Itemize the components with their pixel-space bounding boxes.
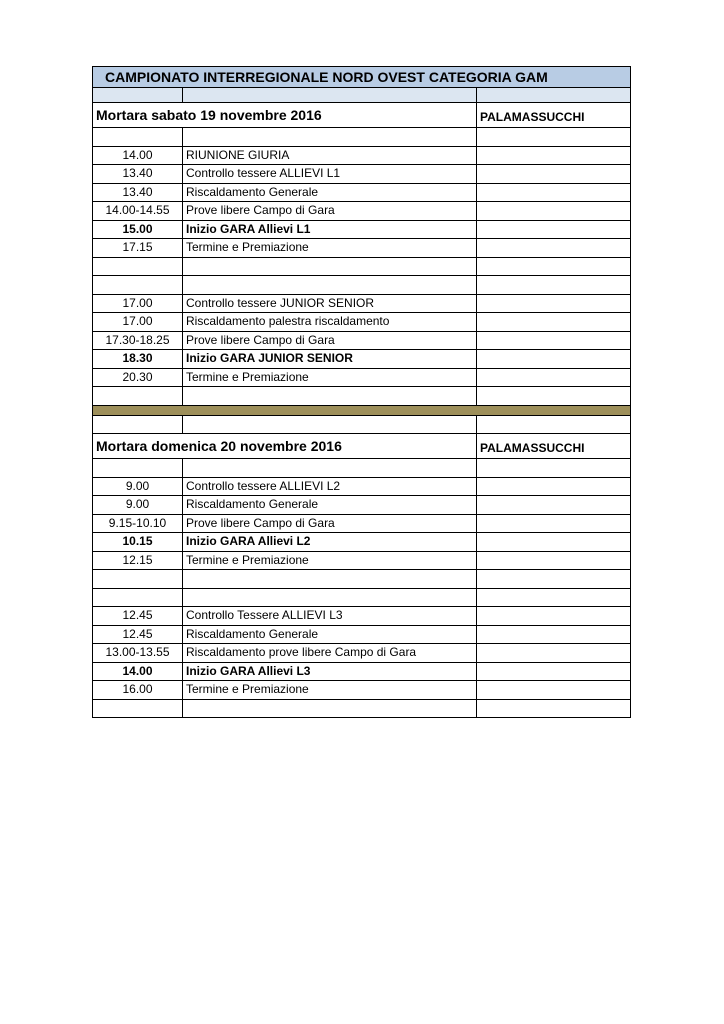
- blank-row: [93, 415, 631, 434]
- activity-cell: Inizio GARA Allievi L3: [183, 662, 477, 681]
- time-cell: 12.15: [93, 551, 183, 570]
- blank-cell: [93, 415, 183, 434]
- day-date: Mortara sabato 19 novembre 2016: [93, 103, 477, 128]
- day-header-row: [93, 103, 631, 128]
- blank-row: [93, 459, 631, 478]
- notes-cell: [477, 220, 631, 239]
- day-venue: PALAMASSUCCHI: [477, 434, 631, 459]
- schedule-row: [93, 644, 631, 663]
- time-cell: 20.30: [93, 368, 183, 387]
- blank-cell: [93, 88, 183, 103]
- blank-cell: [183, 276, 477, 295]
- notes-cell: [477, 183, 631, 202]
- blank-cell: [183, 387, 477, 406]
- blank-cell: [477, 699, 631, 718]
- blank-row: [93, 128, 631, 147]
- notes-cell: [477, 681, 631, 700]
- blank-cell: [183, 699, 477, 718]
- activity-cell: Riscaldamento Generale: [183, 625, 477, 644]
- blank-cell: [477, 415, 631, 434]
- day-divider: [93, 405, 631, 415]
- activity-cell: Prove libere Campo di Gara: [183, 514, 477, 533]
- blank-row: [93, 257, 631, 276]
- schedule-row: [93, 551, 631, 570]
- blank-cell: [93, 699, 183, 718]
- schedule-row: [93, 146, 631, 165]
- time-cell: 12.45: [93, 607, 183, 626]
- time-cell: 9.00: [93, 496, 183, 515]
- day-venue: PALAMASSUCCHI: [477, 103, 631, 128]
- page-title: CAMPIONATO INTERREGIONALE NORD OVEST CATEGORIA GAM: [93, 67, 631, 88]
- time-cell: 14.00: [93, 146, 183, 165]
- activity-cell: Termine e Premiazione: [183, 681, 477, 700]
- blank-cell: [93, 257, 183, 276]
- blank-cell: [183, 570, 477, 589]
- blank-row: [93, 570, 631, 589]
- notes-cell: [477, 165, 631, 184]
- blank-cell: [477, 570, 631, 589]
- schedule-row: [93, 625, 631, 644]
- activity-cell: Termine e Premiazione: [183, 368, 477, 387]
- activity-cell: Inizio GARA JUNIOR SENIOR: [183, 350, 477, 369]
- notes-cell: [477, 294, 631, 313]
- schedule-row: [93, 368, 631, 387]
- schedule-row: [93, 681, 631, 700]
- time-cell: 9.15-10.10: [93, 514, 183, 533]
- schedule-row: [93, 202, 631, 221]
- blank-row: [93, 387, 631, 406]
- activity-cell: Riscaldamento Generale: [183, 183, 477, 202]
- blank-cell: [477, 387, 631, 406]
- blank-cell: [93, 588, 183, 607]
- activity-cell: Riscaldamento prove libere Campo di Gara: [183, 644, 477, 663]
- schedule-row: [93, 313, 631, 332]
- schedule-row: [93, 183, 631, 202]
- notes-cell: [477, 625, 631, 644]
- day-date: Mortara domenica 20 novembre 2016: [93, 434, 477, 459]
- blank-cell: [93, 276, 183, 295]
- activity-cell: Riscaldamento palestra riscaldamento: [183, 313, 477, 332]
- time-cell: 17.30-18.25: [93, 331, 183, 350]
- time-cell: 13.40: [93, 183, 183, 202]
- schedule-row: [93, 514, 631, 533]
- schedule-row: [93, 331, 631, 350]
- activity-cell: Controllo Tessere ALLIEVI L3: [183, 607, 477, 626]
- blank-cell: [93, 128, 183, 147]
- day-header-row: [93, 434, 631, 459]
- notes-cell: [477, 514, 631, 533]
- notes-cell: [477, 239, 631, 258]
- activity-cell: Riscaldamento Generale: [183, 496, 477, 515]
- blank-cell: [477, 276, 631, 295]
- activity-cell: Termine e Premiazione: [183, 239, 477, 258]
- time-cell: 16.00: [93, 681, 183, 700]
- blank-cell: [183, 128, 477, 147]
- divider-cell: [93, 405, 631, 415]
- time-cell: 14.00: [93, 662, 183, 681]
- schedule-row: [93, 239, 631, 258]
- blank-row: [93, 699, 631, 718]
- activity-cell: Controllo tessere ALLIEVI L1: [183, 165, 477, 184]
- notes-cell: [477, 368, 631, 387]
- activity-cell: Controllo tessere ALLIEVI L2: [183, 477, 477, 496]
- activity-cell: Controllo tessere JUNIOR SENIOR: [183, 294, 477, 313]
- blank-cell: [183, 459, 477, 478]
- notes-cell: [477, 313, 631, 332]
- blank-cell: [93, 459, 183, 478]
- schedule-row: [93, 496, 631, 515]
- activity-cell: Inizio GARA Allievi L1: [183, 220, 477, 239]
- time-cell: 17.15: [93, 239, 183, 258]
- schedule-row: [93, 165, 631, 184]
- notes-cell: [477, 202, 631, 221]
- notes-cell: [477, 533, 631, 552]
- activity-cell: Prove libere Campo di Gara: [183, 331, 477, 350]
- blank-row: [93, 588, 631, 607]
- blank-cell: [477, 88, 631, 103]
- time-cell: 14.00-14.55: [93, 202, 183, 221]
- schedule-table: [92, 66, 631, 718]
- schedule-row: [93, 607, 631, 626]
- schedule-row: [93, 662, 631, 681]
- schedule-row: [93, 533, 631, 552]
- schedule-body: [93, 67, 631, 718]
- time-cell: 9.00: [93, 477, 183, 496]
- activity-cell: RIUNIONE GIURIA: [183, 146, 477, 165]
- time-cell: 13.40: [93, 165, 183, 184]
- time-cell: 15.00: [93, 220, 183, 239]
- notes-cell: [477, 662, 631, 681]
- blank-cell: [183, 415, 477, 434]
- notes-cell: [477, 607, 631, 626]
- blank-cell: [183, 588, 477, 607]
- schedule-row: [93, 477, 631, 496]
- blank-row: [93, 88, 631, 103]
- schedule-row: [93, 350, 631, 369]
- schedule-row: [93, 220, 631, 239]
- notes-cell: [477, 477, 631, 496]
- blank-row: [93, 276, 631, 295]
- notes-cell: [477, 496, 631, 515]
- time-cell: 17.00: [93, 294, 183, 313]
- title-row: [93, 67, 631, 88]
- notes-cell: [477, 551, 631, 570]
- blank-cell: [477, 257, 631, 276]
- blank-cell: [477, 588, 631, 607]
- blank-cell: [183, 88, 477, 103]
- blank-cell: [183, 257, 477, 276]
- blank-cell: [477, 459, 631, 478]
- time-cell: 18.30: [93, 350, 183, 369]
- blank-cell: [477, 128, 631, 147]
- blank-cell: [93, 387, 183, 406]
- schedule-row: [93, 294, 631, 313]
- activity-cell: Prove libere Campo di Gara: [183, 202, 477, 221]
- time-cell: 12.45: [93, 625, 183, 644]
- time-cell: 13.00-13.55: [93, 644, 183, 663]
- time-cell: 10.15: [93, 533, 183, 552]
- blank-cell: [93, 570, 183, 589]
- notes-cell: [477, 146, 631, 165]
- activity-cell: Termine e Premiazione: [183, 551, 477, 570]
- notes-cell: [477, 644, 631, 663]
- time-cell: 17.00: [93, 313, 183, 332]
- notes-cell: [477, 350, 631, 369]
- notes-cell: [477, 331, 631, 350]
- activity-cell: Inizio GARA Allievi L2: [183, 533, 477, 552]
